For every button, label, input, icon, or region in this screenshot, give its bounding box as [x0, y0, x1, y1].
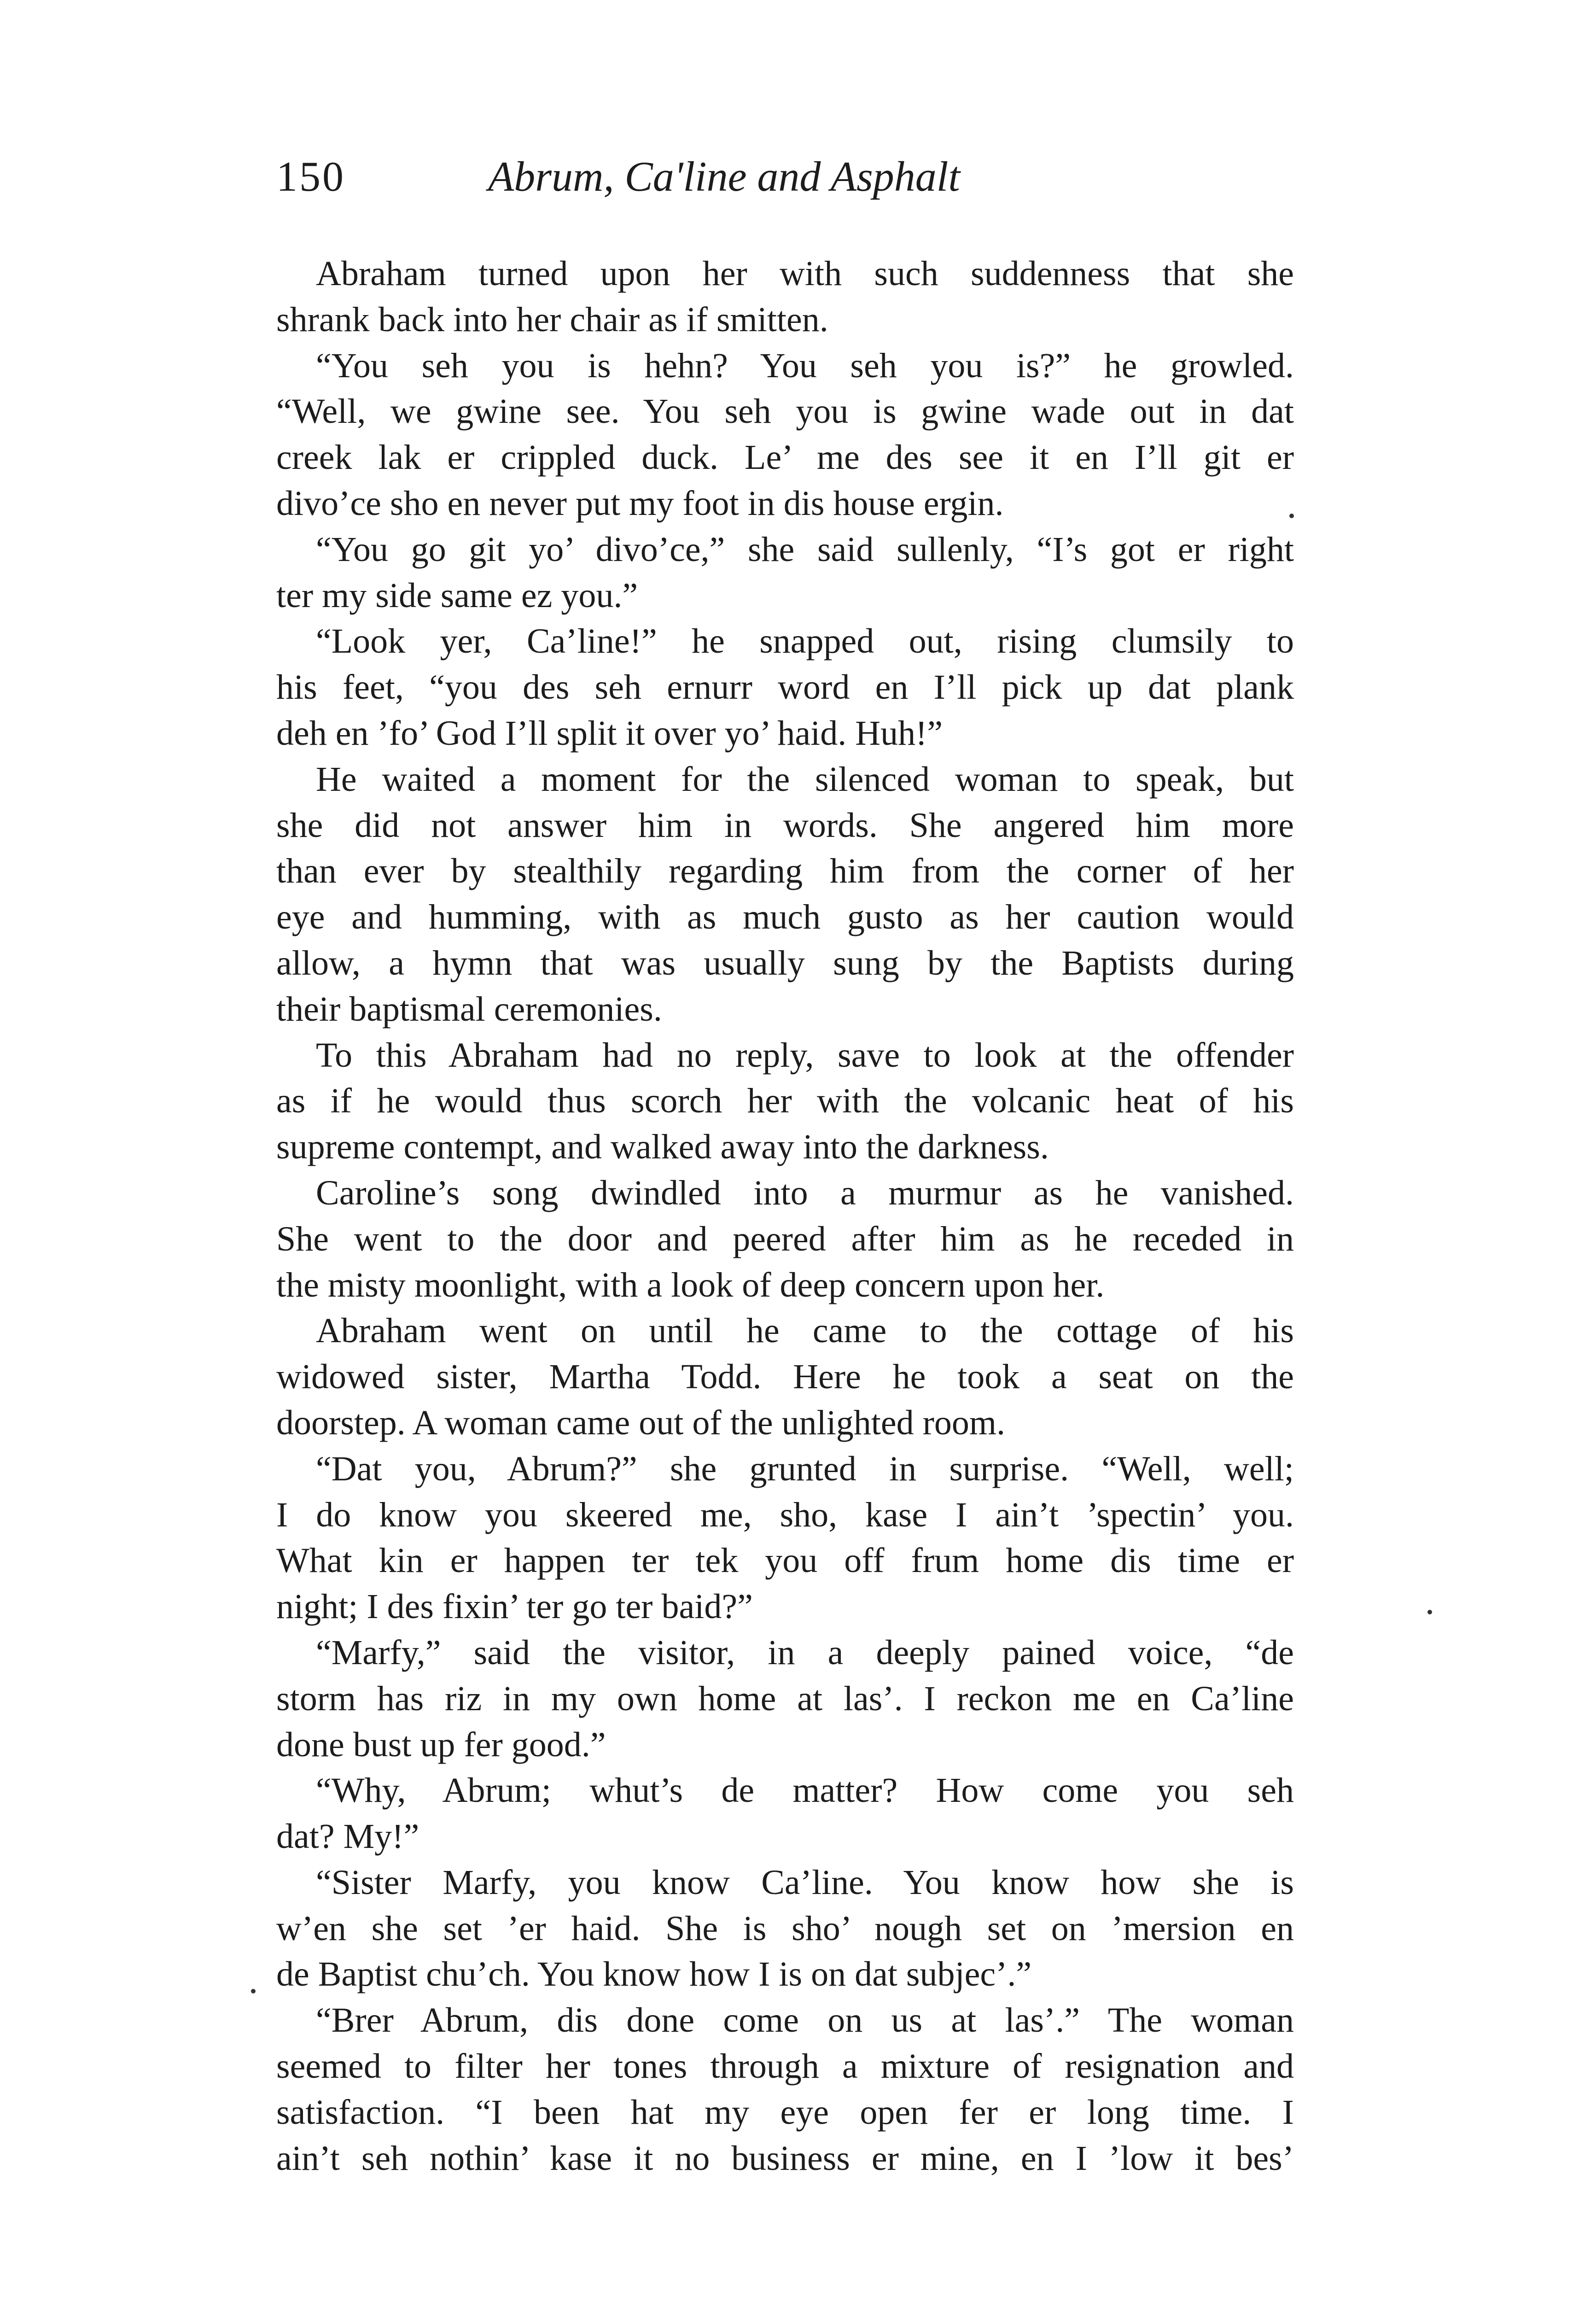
text-line: ain’t seh nothin’ kase it no business er mine, en I ’low it bes’ — [276, 2139, 1294, 2178]
text-line: as if he would thus scorch her with the volcanic heat of his — [276, 1081, 1294, 1121]
text-line: “Well, we gwine see. You seh you is gwine wade out in dat — [276, 392, 1294, 431]
text-line: widowed sister, Martha Todd. Here he took a seat on the — [276, 1357, 1294, 1397]
text-line: their baptismal ceremonies. — [276, 989, 662, 1029]
text-line: He waited a moment for the silenced woman to speak, but — [316, 760, 1294, 799]
text-line: w’en she set ’er haid. She is sho’ nough set on ’mersion en — [276, 1909, 1294, 1948]
text-line: his feet, “you des seh ernurr word en I’ll pick up dat plank — [276, 668, 1294, 707]
text-line: she did not answer him in words. She angered him more — [276, 806, 1294, 845]
text-line: dat? My!” — [276, 1817, 419, 1856]
page-header — [0, 0, 1596, 240]
text-line: shrank back into her chair as if smitten. — [276, 300, 828, 339]
text-line: “Brer Abrum, dis done come on us at las’.” The woman — [316, 2001, 1294, 2040]
text-line: eye and humming, with as much gusto as her caution would — [276, 898, 1294, 937]
text-line: deh en ’fo’ God I’ll split it over yo’ haid. Huh!” — [276, 713, 943, 753]
text-line: “You seh you is hehn? You seh you is?” he growled. — [316, 346, 1294, 385]
text-line: She went to the door and peered after him as he receded in — [276, 1219, 1294, 1258]
text-line: doorstep. A woman came out of the unlighted room. — [276, 1403, 1006, 1442]
text-line: Abraham turned upon her with such suddenness that she — [316, 254, 1294, 293]
text-line: done bust up fer good.” — [276, 1725, 606, 1764]
text-line: than ever by stealthily regarding him from the corner of her — [276, 852, 1294, 891]
ink-speck — [1289, 514, 1294, 518]
text-line: satisfaction. “I been hat my eye open fer er long time. I — [276, 2093, 1294, 2132]
text-line: I do know you skeered me, sho, kase I ain’t ’spectin’ you. — [276, 1495, 1294, 1534]
text-line: de Baptist chu’ch. You know how I is on dat subjec’.” — [276, 1955, 1032, 1994]
text-line: “Sister Marfy, you know Ca’line. You know how she is — [316, 1863, 1294, 1902]
text-line: “Marfy,” said the visitor, in a deeply pained voice, “de — [316, 1633, 1294, 1672]
text-line: allow, a hymn that was usually sung by the Baptists during — [276, 943, 1294, 982]
text-line: divo’ce sho en never put my foot in dis house ergin. — [276, 484, 1004, 523]
text-line: the misty moonlight, with a look of deep concern upon her. — [276, 1265, 1105, 1304]
text-line: creek lak er crippled duck. Le’ me des see it en I’ll git er — [276, 438, 1294, 477]
text-line: What kin er happen ter tek you off frum home dis time er — [276, 1541, 1294, 1580]
text-line: storm has riz in my own home at las’. I reckon me en Ca’line — [276, 1679, 1294, 1718]
running-title: Abrum, Ca'line and Asphalt — [488, 153, 960, 200]
text-line: Abraham went on until he came to the cottage of his — [316, 1311, 1294, 1350]
text-line: “You go git yo’ divo’ce,” she said sullenly, “I’s got er right — [316, 530, 1294, 569]
text-line: seemed to filter her tones through a mixture of resignation and — [276, 2047, 1294, 2086]
text-line: night; I des fixin’ ter go ter baid?” — [276, 1587, 753, 1626]
text-line: Caroline’s song dwindled into a murmur as he vanished. — [316, 1173, 1294, 1212]
ink-speck — [251, 1989, 256, 1993]
text-line: To this Abraham had no reply, save to look at the offender — [316, 1035, 1294, 1075]
text-line: “Look yer, Ca’line!” he snapped out, rising clumsily to — [316, 622, 1294, 661]
text-line: ter my side same ez you.” — [276, 576, 638, 615]
text-line: “Why, Abrum; whut’s de matter? How come you seh — [316, 1771, 1294, 1810]
ink-speck — [1427, 1610, 1432, 1614]
body-text — [276, 251, 1294, 2181]
page-number: 150 — [276, 153, 345, 200]
text-line: “Dat you, Abrum?” she grunted in surprise. “Well, well; — [316, 1449, 1294, 1488]
text-line: supreme contempt, and walked away into the darkness. — [276, 1128, 1049, 1167]
